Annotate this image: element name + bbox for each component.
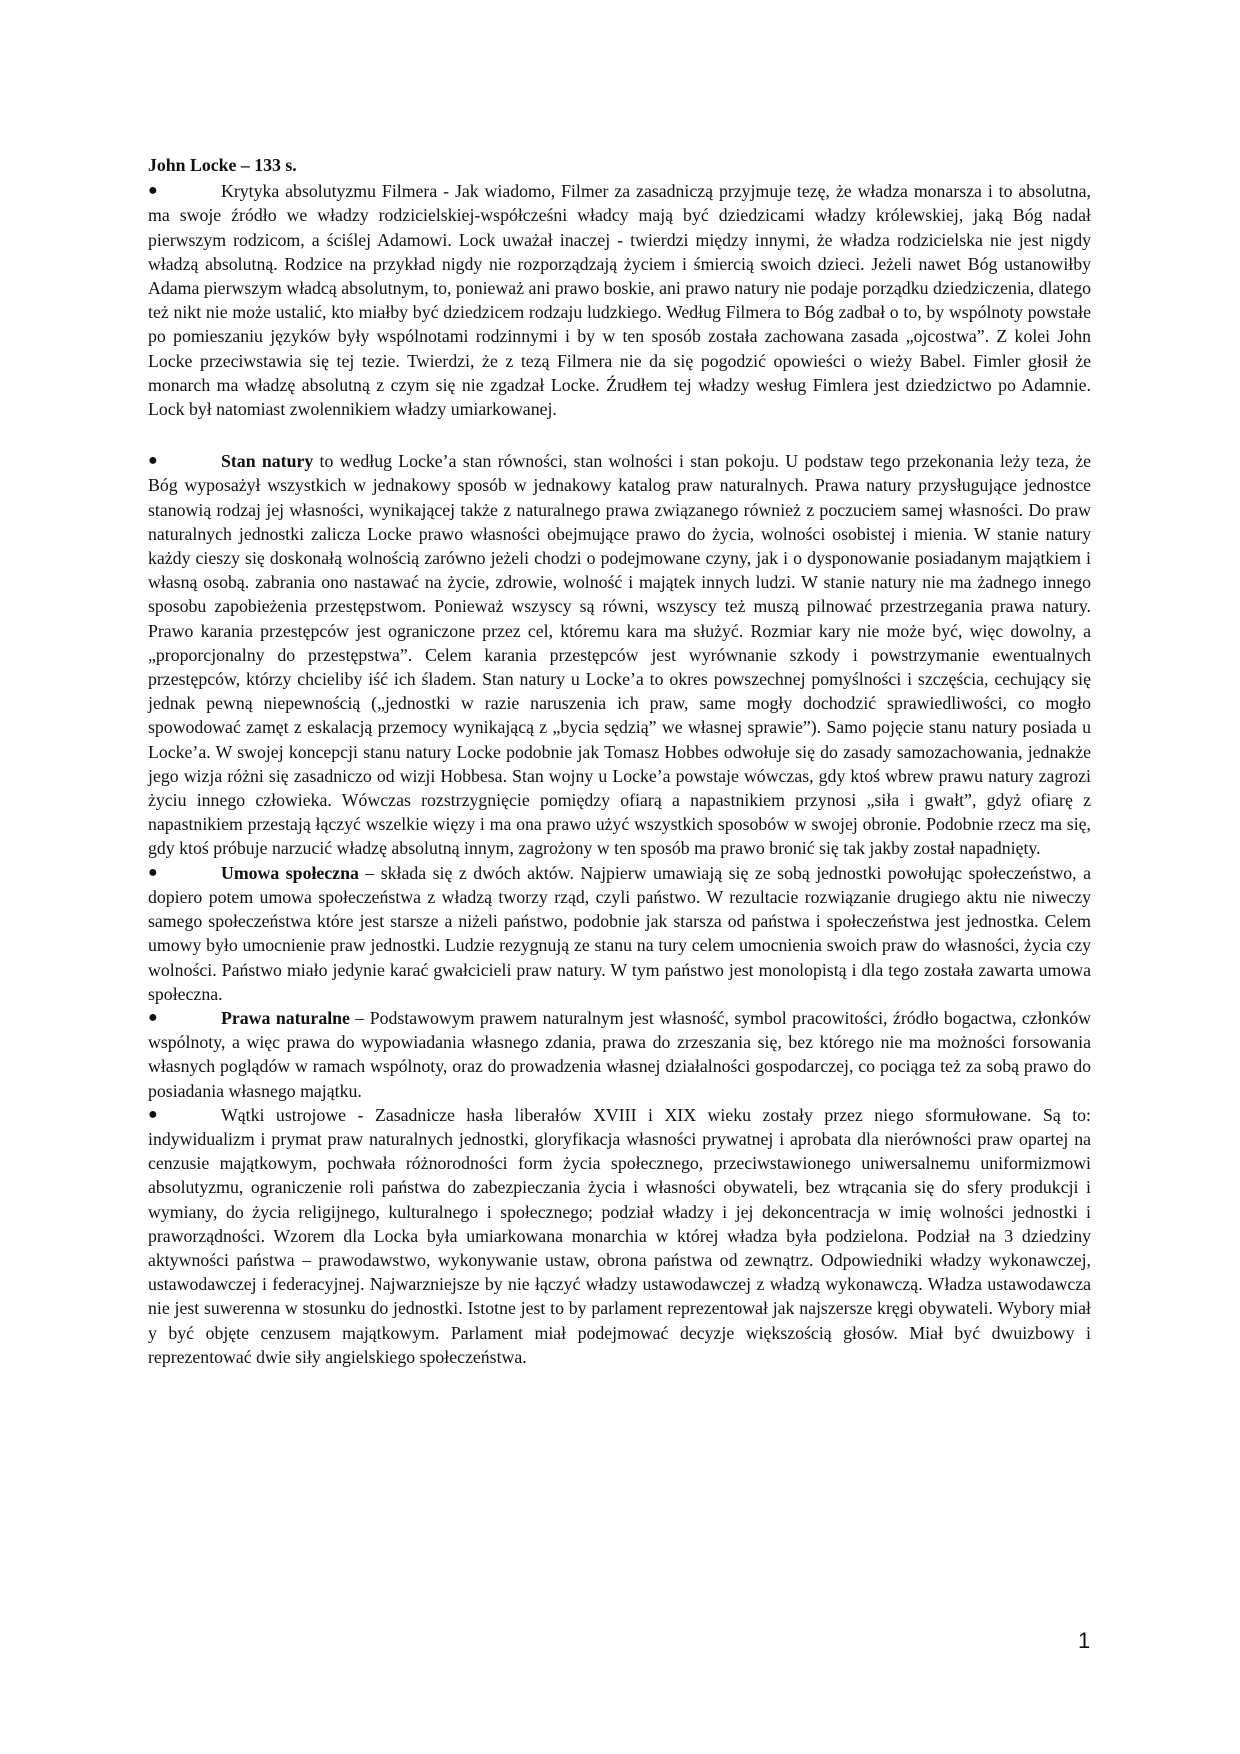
section-term: Stan natury: [221, 451, 314, 472]
section-state-of-nature: [148, 449, 1091, 860]
section-text: to według Locke’a stan równości, stan wolności i stan pokoju. U podstaw tego przekonania leży teza, że Bóg wyposażył wszystkich w jednakowy sposób w jednakowy katalog praw naturalnych. Prawa natury przysługujące jednostce stanowią rodzaj jej własności, wynikającej także z naturalnego prawa związanego również z poczuciem samej własności. Do praw naturalnych jednostki zalicza Locke prawo własności obejmujące prawo do życia, wolności osobistej i mienia. W stanie natury każdy cieszy się doskonałą wolnością zarówno jeżeli chodzi o podejmowane czyny, jak i o dysponowanie posiadanym majątkiem i własną osobą. zabrania ono nastawać na życie, zdrowie, wolność i majątek innych ludzi. W stanie natury nie ma żadnego innego sposobu zapobieżenia przestępstwom. Ponieważ wszyscy są równi, wszyscy też muszą pilnować przestrzegania prawa natury. Prawo karania przestępców jest ograniczone przez cel, któremu kara ma służyć. Rozmiar kary nie może być, więc dowolny, a „proporcjonalny do przestępstwa”. Celem karania przestępców jest wyrównanie szkody i powstrzymanie ewentualnych przestępców, którzy chcieliby iść ich śladem. Stan natury u Locke’a to okres powszechnej pomyślności i szczęścia, cechujący się jednak pewną niepewnością („jednostki w razie naruszenia ich praw, same mogły dochodzić sprawiedliwości, co mogło spowodować zamęt z eskalacją przemocy wynikającą z „bycia sędzią” we własnej sprawie”). Samo pojęcie stanu natury posiada u Locke’a. W swojej koncepcji stanu natury Locke podobnie jak Tomasz Hobbes odwołuje się do zasady samozachowania, jednakże jego wizja różni się zasadniczo od wizji Hobbesa. Stan wojny u Locke’a powstaje wówczas, gdy ktoś wbrew prawu natury zagrozi życiu innego człowieka. Wówczas rozstrzygnięcie pomiędzy ofiarą a napastnikiem przynosi „siła i gwałt”, gdyż ofiarę z napastnikiem przestają łączyć wszelkie więzy i ma ona prawo użyć wszystkich sposobów w swojej obronie. Podobnie rzecz ma się, gdy ktoś próbuje narzucić władzę absolutną innym, zagrożony w ten sposób ma prawo bronić się tak jakby został napadnięty.: [148, 451, 1091, 859]
document-body: [148, 153, 1091, 1369]
section-social-contract: [148, 861, 1091, 1006]
bullet-icon: ●: [148, 1008, 158, 1026]
section-text: – składa się z dwóch aktów. Najpierw umawiają się ze sobą jednostki powołując społeczeństwo, a dopiero potem umowa społeczeństwa z władzą tworzy rząd, czyli państwo. W rezultacie rozwiązanie drugiego aktu nie niweczy samego społeczeństwa które jest starsze a niżeli państwo, podobnie jak starsza od państwa i społeczeństwa jest jednostka. Celem umowy było umocnienie praw jednostki. Ludzie rezygnują ze stanu na tury celem umocnienia swoich praw do własności, życia czy wolności. Państwo miało jedynie karać gwałcicieli praw natury. W tym państwo jest monolopistą i dla tego została zawarta umowa społeczna.: [148, 862, 1091, 1004]
section-constitutional-themes: [148, 1103, 1091, 1369]
section-filmer-critique: [148, 179, 1091, 421]
bullet-icon: ●: [148, 1105, 158, 1123]
section-text: Wątki ustrojowe - Zasadnicze hasła liberałów XVIII i XIX wieku zostały przez niego sformułowane. Są to: indywidualizm i prymat praw naturalnych jednostki, gloryfikacja własności prywatnej i aprobata dla nierówności praw opartej na cenzusie majątkowym, pochwała różnorodności form życia społecznego, przeciwstawionego uniwersalnemu uniformizmowi absolutyzmu, ograniczenie roli państwa do zabezpieczania życia i własności obywateli, bez wtrącania się do sfery produkcji i wymiany, do życia religijnego, kulturalnego i społecznego; podział władzy i jej dekoncentracja w imię wolności jednostki i praworządności. Wzorem dla Locka była umiarkowana monarchia w której władza była podzielona. Podział na 3 dziedziny aktywności państwa – prawodawstwo, wykonywanie ustaw, obrona państwa od zewnątrz. Odpowiedniki władzy wykonawczej, ustawodawczej i federacyjnej. Najwarzniejsze by nie łączyć władzy ustawodawczej z władzą wykonawczą. Władza ustawodawcza nie jest suwerenna w stosunku do jednostki. Istotne jest to by parlament reprezentował jak najszersze kręgi obywateli. Wybory miał y być objęte cenzusem majątkowym. Parlament miał podejmować decyzje większością głosów. Miał być dwuizbowy i reprezentować dwie siły angielskiego społeczeństwa.: [148, 1104, 1091, 1367]
bullet-icon: ●: [148, 863, 158, 881]
bullet-icon: ●: [148, 452, 158, 470]
section-term: Umowa społeczna: [221, 862, 359, 883]
page-number: 1: [1078, 1628, 1091, 1653]
section-text: Krytyka absolutyzmu Filmera - Jak wiadomo, Filmer za zasadniczą przyjmuje tezę, że władza monarsza i to absolutna, ma swoje źródło we władzy rodzicielskiej-współcześni władcy mają być dziedzicami władzy królewskiej, jaką Bóg nadał pierwszym rodzicom, a ściślej Adamowi. Lock uważał inaczej - twierdzi między innymi, że władza rodzicielska nie jest nigdy władzą absolutną. Rodzice na przykład nigdy nie rozporządzają życiem i śmiercią swoich dzieci. Jeżeli nawet Bóg ustanowiłby Adama pierwszym władcą absolutnym, to, ponieważ ani prawo boskie, ani prawo natury nie podaje porządku dziedziczenia, dlatego też nikt nie może ustalić, kto miałby być dziedzicem rodzaju ludzkiego. Według Filmera to Bóg zadbał o to, by wspólnoty powstałe po pomieszaniu języków były wspólnotami rodzinnymi i by w ten sposób została zachowana zasada „ojcostwa”. Z kolei John Locke przeciwstawia się tej tezie. Twierdzi, że z tezą Filmera nie da się pogodzić opowieści o wieży Babel. Fimler głosił że monarch ma władzę absolutną z czym się nie zgadzał Locke. Źrudłem tej władzy wesług Fimlera jest dziedzictwo po Adamnie. Lock był natomiast zwolennikiem władzy umiarkowanej.: [148, 181, 1091, 420]
document-title: John Locke – 133 s.: [148, 155, 297, 175]
bullet-icon: ●: [148, 182, 158, 200]
section-natural-rights: [148, 1006, 1091, 1103]
section-term: Prawa naturalne: [221, 1007, 350, 1028]
section-text: – Podstawowym prawem naturalnym jest własność, symbol pracowitości, źródło bogactwa, członków wspólnoty, a więc prawa do wypowiadania własnego zdania, prawa do zrzeszania się, bez którego nie ma możności forsowania własnych poglądów w ramach wspólnoty, oraz do prowadzenia własnej działalności gospodarczej, co pociąga też za sobą prawo do posiadania własnego majątku.: [148, 1007, 1091, 1101]
